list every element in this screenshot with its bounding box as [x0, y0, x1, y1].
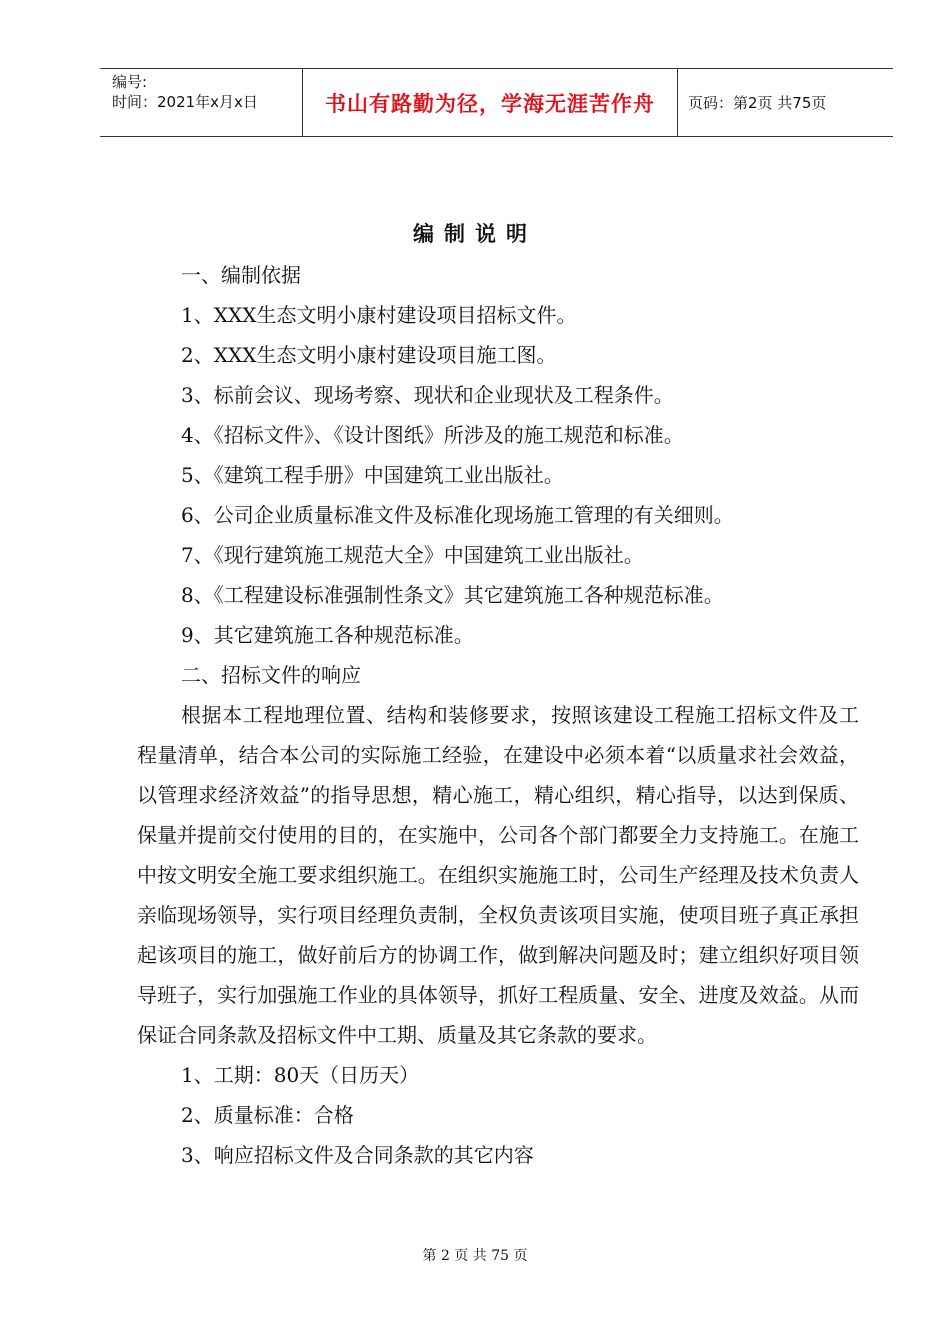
list-item: 5、《建筑工程手册》中国建筑工业出版社。 — [181, 463, 564, 487]
list-item: 3、标前会议、现场考察、现状和企业现状及工程条件。 — [181, 383, 674, 407]
header-page-cell — [678, 69, 893, 136]
list-item: 1、XXX生态文明小康村建设项目招标文件。 — [181, 303, 577, 327]
list-item: 3、响应招标文件及合同条款的其它内容 — [181, 1143, 534, 1167]
page-footer: 第 2 页 共 75 页 — [422, 1248, 528, 1264]
document-body — [137, 255, 859, 1175]
list-item: 1、工期：80天（日历天） — [181, 1063, 420, 1087]
section-heading-basis: 一、编制依据 — [181, 263, 301, 287]
header-left-cell — [100, 69, 303, 136]
body-paragraph: 根据本工程地理位置、结构和装修要求，按照该建设工程施工招标文件及工程量清单，结合本公司的实际施工经验，在建设中必须本着“以质量求社会效益，以管理求经济效益”的指导思想，精心施工，精心组织，精心指导，以达到保质、保量并提前交付使用的目的，在实施中，公司各个部门都要全力支持施工。在施工中按文明安全施工要求组织施工。在组织实施施工时，公司生产经理及技术负责人亲临现场领导，实行项目经理负责制，全权负责该项目实施，使项目班子真正承担起该项目的施工，做好前后方的协调工作，做到解决问题及时；建立组织好项目领导班子，实行加强施工作业的具体领导，抓好工程质量、安全、进度及效益。从而保证合同条款及招标文件中工期、质量及其它条款的要求。 — [137, 703, 859, 1047]
list-item: 2、XXX生态文明小康村建设项目施工图。 — [181, 343, 557, 367]
list-item: 8、《工程建设标准强制性条文》其它建筑施工各种规范标准。 — [181, 583, 724, 607]
list-item: 7、《现行建筑施工规范大全》中国建筑工业出版社。 — [181, 543, 644, 567]
list-item: 2、质量标准：合格 — [181, 1103, 354, 1127]
header-motto-cell — [303, 69, 678, 136]
page-header — [100, 68, 893, 137]
time-label: 时间：2021年x月x日 — [112, 93, 258, 111]
list-item: 9、其它建筑施工各种规范标准。 — [181, 623, 474, 647]
list-item: 6、公司企业质量标准文件及标准化现场施工管理的有关细则。 — [181, 503, 734, 527]
section-heading-response: 二、招标文件的响应 — [181, 663, 361, 687]
page-label: 页码：第2页 共75页 — [688, 94, 827, 112]
document-title: 编制说明 — [413, 222, 537, 246]
list-item: 4、《招标文件》、《设计图纸》所涉及的施工规范和标准。 — [181, 423, 684, 447]
number-label: 编号: — [112, 73, 148, 91]
motto-text: 书山有路勤为径，学海无涯苦作舟 — [325, 91, 655, 116]
